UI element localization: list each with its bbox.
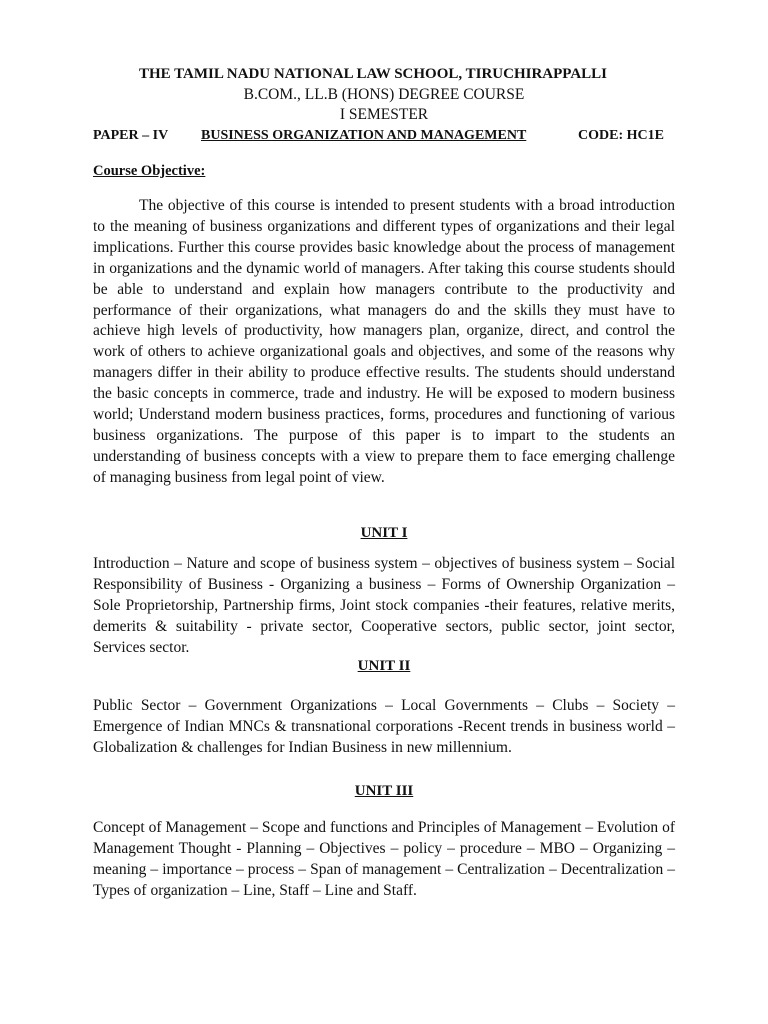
paper-number: PAPER – IV — [93, 128, 169, 143]
unit-3-text: Concept of Management – Scope and functions and Principles of Management – Evolution of Management Thought - Planning – Objectives – policy – procedure – MBO – Organizing – meaning – importance – process – Span of management – Centralization – Decentralization – Types of organization – Line, Staff – Line and Staff. — [93, 819, 675, 899]
unit-2-heading: UNIT II — [357, 658, 411, 674]
paper-code: CODE: HC1E — [578, 128, 664, 143]
school-title: THE TAMIL NADU NATIONAL LAW SCHOOL, TIRUCHIRAPPALLI — [139, 66, 608, 82]
unit-2-text: Public Sector – Government Organizations – Local Governments – Clubs – Society – Emergence of Indian MNCs & transnational corporations -Recent trends in business world – Globalization & challenges for Indian Business in new millennium. — [93, 697, 675, 756]
unit-1-heading: UNIT I — [360, 525, 408, 541]
objective-heading: Course Objective: — [93, 163, 206, 179]
unit-3-heading: UNIT III — [354, 783, 414, 799]
unit-1-text: Introduction – Nature and scope of business system – objectives of business system – Social Responsibility of Business - Organizing a business – Forms of Ownership Organization – Sole Proprietorship, Partnership firms, Joint stock companies -their features, relative merits, demerits & suitability - private sector, Cooperative sectors, public sector, joint sector, Services sector. — [93, 555, 675, 656]
course-title: B.COM., LL.B (HONS) DEGREE COURSE — [243, 86, 525, 103]
semester-title: I SEMESTER — [339, 106, 429, 123]
paper-title: BUSINESS ORGANIZATION AND MANAGEMENT — [201, 128, 527, 143]
objective-text: The objective of this course is intended to present students with a broad introduction to the meaning of business organizations and different types of organizations and their legal implications. Further this course provides basic knowledge about the process of management in organizations and the dynamic world of managers. After taking this course students should be able to understand and explain how managers contribute to the productivity and performance of their organizations, what managers do and the skills they must have to achieve high levels of productivity, how managers plan, organize, direct, and control the work of others to achieve organizational goals and objectives, and some of the reasons why managers differ in their ability to produce effective results. The students should understand the basic concepts in commerce, trade and industry. He will be exposed to modern business world; Understand modern business practices, forms, procedures and functioning of various business organizations. The purpose of this paper is to impart to the students an understanding of business concepts with a view to prepare them to face emerging challenge of managing business from legal point of view. — [93, 197, 675, 486]
objective-paragraph — [93, 196, 675, 489]
